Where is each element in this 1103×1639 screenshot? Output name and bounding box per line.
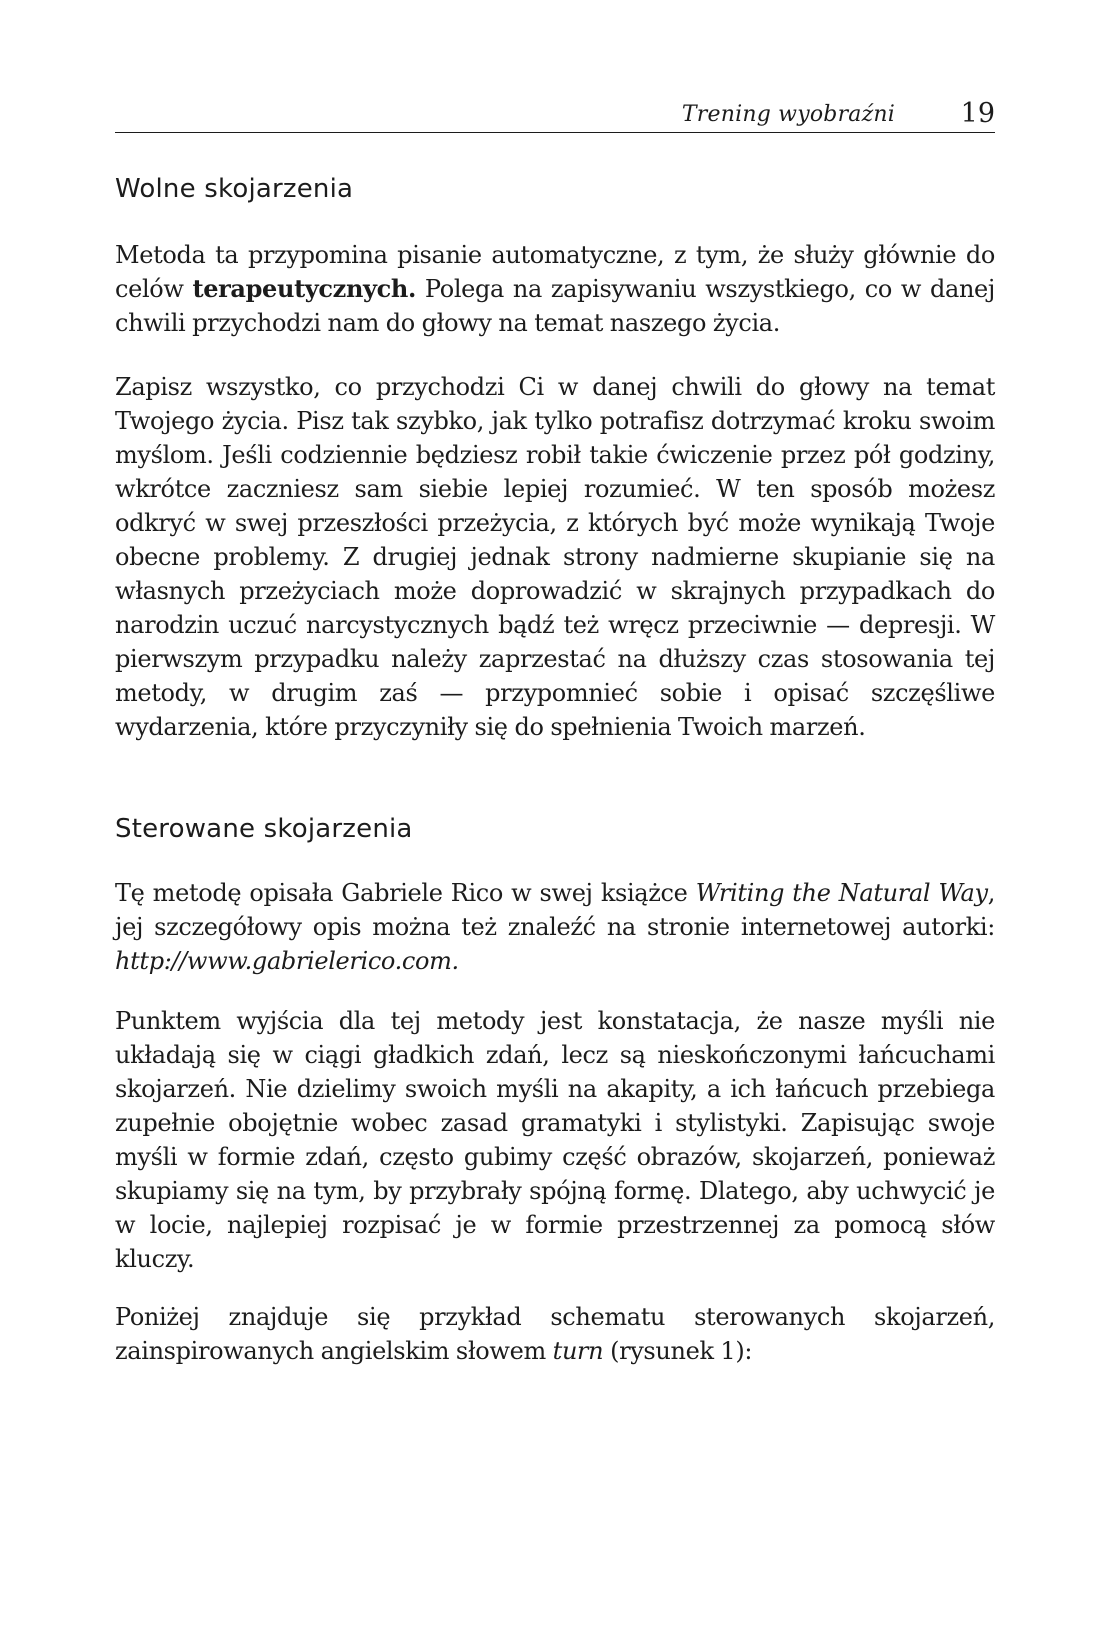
section-heading-wolne-skojarzenia: Wolne skojarzenia xyxy=(115,174,354,204)
website-url[interactable]: http://www.gabrielerico.com. xyxy=(115,947,459,975)
paragraph: Zapisz wszystko, co przychodzi Ci w danej chwili do głowy na temat Twojego życia. Pisz tak szybko, jak tylko potrafisz dotrzymać kroku swoim myślom. Jeśli codziennie będziesz robił takie ćwiczenie przez pół godziny, wkrótce zaczniesz sam siebie lepiej rozumieć. W ten sposób możesz odkryć w swej przeszłości przeżycia, z których być może wynikają Twoje obecne problemy. Z drugiej jednak strony nadmierne skupianie się na własnych przeżyciach może doprowadzić w skrajnych przypadkach do narodzin uczuć narcystycznych bądź też wręcz przeciwnie — depresji. W pierwszym przypadku należy zaprzestać na dłuższy czas stosowania tej metody, w drugim zaś — przypomnieć sobie i opisać szczęśliwe wydarzenia, które przyczyniły się do spełnienia Twoich marzeń. xyxy=(115,373,995,741)
paragraph-text: Metoda ta przypomina pisanie automatyczne, z tym, że służy głównie do celów xyxy=(115,241,995,303)
paragraph-text: , jej szczegółowy opis można też znaleźć na stronie internetowej autorki: xyxy=(115,879,995,941)
bold-term: terapeutycznych. xyxy=(192,274,417,303)
paragraph: Punktem wyjścia dla tej metody jest konstatacja, że nasze myśli nie układają się w ciągi gładkich zdań, lecz są nieskończonymi łańcuchami skojarzeń. Nie dzielimy swoich myśli na akapity, a ich łańcuch przebiega zupełnie obojętnie wobec zasad gramatyki i stylistyki. Zapisując swoje myśli w formie zdań, często gubimy część obrazów, skojarzeń, ponieważ skupiamy się na tym, by przybrały spójną formę. Dlatego, aby uchwycić je w locie, najlepiej rozpisać je w formie przestrzennej za pomocą słów kluczy. xyxy=(115,1007,995,1273)
paragraph xyxy=(115,1300,995,1368)
paragraph xyxy=(115,876,995,978)
book-title: Writing the Natural Way xyxy=(695,879,988,907)
paragraph xyxy=(115,238,995,340)
paragraph-text: Poniżej znajduje się przykład schematu sterowanych skojarzeń, zainspirowanych angielskim słowem xyxy=(115,1303,995,1365)
book-page xyxy=(115,0,995,1639)
section-heading-sterowane-skojarzenia: Sterowane skojarzenia xyxy=(115,814,413,844)
paragraph-text: Polega na zapisywaniu wszystkiego, co w danej chwili przychodzi nam do głowy na temat naszego życia. xyxy=(115,275,995,337)
paragraph-text: (rysunek 1): xyxy=(603,1337,753,1365)
paragraph-text: Tę metodę opisała Gabriele Rico w swej książce xyxy=(115,879,696,907)
page-header xyxy=(115,98,995,133)
running-title: Trening wyobraźni xyxy=(681,102,895,127)
italic-word: turn xyxy=(552,1337,604,1365)
page-number: 19 xyxy=(960,98,995,129)
